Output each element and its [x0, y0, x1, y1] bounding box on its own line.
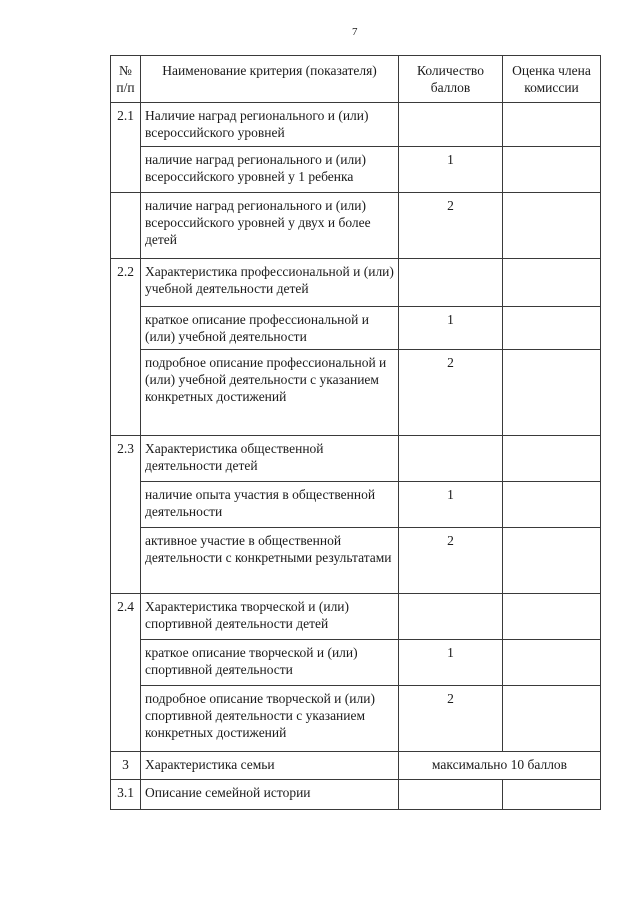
row-name: подробное описание профессиональной и (или) учебной деятельности с указанием конкретных достижений [141, 350, 399, 436]
header-rating: Оценка члена комиссии [503, 56, 601, 103]
row-num: 2.3 [111, 436, 141, 482]
rating-cell [503, 594, 601, 640]
row-score: 1 [399, 640, 503, 686]
row-name: Характеристика творческой и (или) спортивной деятельности детей [141, 594, 399, 640]
criteria-table [110, 55, 601, 810]
row-name: наличие опыта участия в общественной деятельности [141, 482, 399, 528]
row-score: 2 [399, 528, 503, 594]
row-num [111, 640, 141, 686]
merged-score-cell: максимально 10 баллов [399, 752, 601, 780]
rating-cell [503, 193, 601, 259]
table-row [111, 752, 601, 780]
header-name: Наименование критерия (показателя) [141, 56, 399, 103]
row-name: наличие наград регионального и (или) всероссийского уровней у двух и более детей [141, 193, 399, 259]
row-num [111, 147, 141, 193]
table-row [111, 640, 601, 686]
rating-cell [503, 482, 601, 528]
row-score: 1 [399, 147, 503, 193]
table-row [111, 482, 601, 528]
row-name: активное участие в общественной деятельности с конкретными результатами [141, 528, 399, 594]
rating-cell [503, 780, 601, 810]
rating-cell [503, 307, 601, 350]
row-score [399, 103, 503, 147]
row-score [399, 594, 503, 640]
rating-cell [503, 103, 601, 147]
row-name: наличие наград регионального и (или) всероссийского уровней у 1 ребенка [141, 147, 399, 193]
row-name: Наличие наград регионального и (или) всероссийского уровней [141, 103, 399, 147]
row-name: Характеристика семьи [141, 752, 399, 780]
table-row [111, 594, 601, 640]
table-row [111, 147, 601, 193]
row-name: Описание семейной истории [141, 780, 399, 810]
rating-cell [503, 436, 601, 482]
table-row [111, 103, 601, 147]
row-num: 2.2 [111, 259, 141, 307]
header-score: Количество баллов [399, 56, 503, 103]
row-name: подробное описание творческой и (или) спортивной деятельности с указанием конкретных достижений [141, 686, 399, 752]
row-num [111, 350, 141, 436]
rating-cell [503, 640, 601, 686]
row-num [111, 528, 141, 594]
row-name: Характеристика профессиональной и (или) учебной деятельности детей [141, 259, 399, 307]
page-number: 7 [352, 26, 358, 38]
row-name: краткое описание профессиональной и (или) учебной деятельности [141, 307, 399, 350]
row-num [111, 193, 141, 259]
table-row [111, 259, 601, 307]
row-score [399, 436, 503, 482]
row-num: 3 [111, 752, 141, 780]
row-score: 2 [399, 193, 503, 259]
table-row [111, 307, 601, 350]
header-num: № п/п [111, 56, 141, 103]
table-row [111, 780, 601, 810]
rating-cell [503, 259, 601, 307]
row-num [111, 686, 141, 752]
rating-cell [503, 350, 601, 436]
rating-cell [503, 528, 601, 594]
row-num [111, 482, 141, 528]
table-row [111, 686, 601, 752]
row-score: 1 [399, 482, 503, 528]
table-row [111, 193, 601, 259]
row-score [399, 259, 503, 307]
row-num: 2.1 [111, 103, 141, 147]
table-header-row [111, 56, 601, 103]
row-score: 2 [399, 686, 503, 752]
row-score [399, 780, 503, 810]
row-score: 2 [399, 350, 503, 436]
rating-cell [503, 147, 601, 193]
row-name: краткое описание творческой и (или) спортивной деятельности [141, 640, 399, 686]
table-row [111, 436, 601, 482]
row-num [111, 307, 141, 350]
row-num: 2.4 [111, 594, 141, 640]
row-num: 3.1 [111, 780, 141, 810]
table-row [111, 528, 601, 594]
row-score: 1 [399, 307, 503, 350]
rating-cell [503, 686, 601, 752]
row-name: Характеристика общественной деятельности детей [141, 436, 399, 482]
table-row [111, 350, 601, 436]
